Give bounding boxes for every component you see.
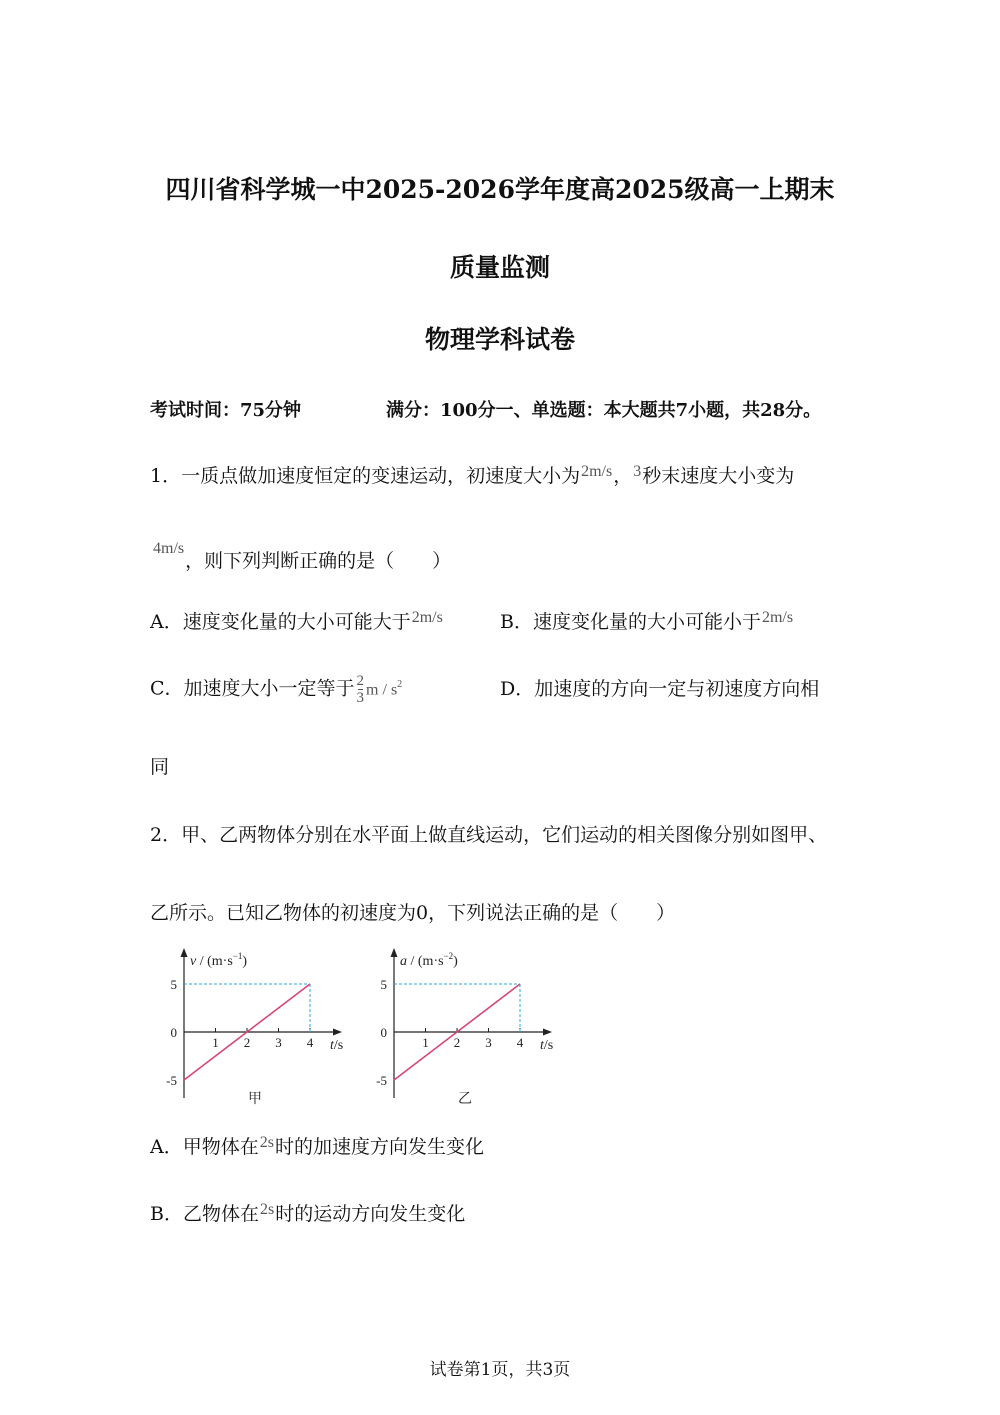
y-axis-label-exp: −2	[443, 951, 454, 961]
q1-option-a-label: A．速度变化量的大小可能大于	[150, 611, 411, 633]
y-axis-label-exp: −1	[232, 951, 243, 961]
q1-text-a: 一质点做加速度恒定的变速运动，初速度大小为	[181, 465, 581, 487]
q1-line2	[152, 540, 451, 573]
q1-v0: 2m/s	[581, 463, 613, 480]
q1-option-c-fraction	[357, 673, 365, 706]
q2-option-b[interactable]	[150, 1199, 465, 1226]
exam-title-line1: 四川省科学城一中2025-2026学年度高2025级高一上期末	[165, 175, 835, 204]
y-axis-label-unit: / (m·s	[407, 954, 444, 969]
q1-comma: ，	[613, 465, 633, 487]
y-axis-arrow	[391, 948, 398, 957]
y-axis-label	[400, 951, 458, 969]
x-axis-arrow	[333, 1029, 342, 1036]
q1-option-b-value: 2m/s	[761, 609, 794, 626]
y-axis-label	[190, 951, 247, 969]
y-tick-label: 5	[170, 977, 177, 992]
x-axis-label	[330, 1038, 343, 1053]
x-tick-label: 4	[516, 1035, 524, 1050]
y-axis-arrow	[181, 948, 188, 957]
x-tick-label: 1	[422, 1035, 429, 1050]
q2-figure	[150, 940, 570, 1120]
q1-option-c[interactable]	[150, 660, 402, 710]
x-axis-label	[540, 1038, 553, 1053]
y-tick-label: 0	[170, 1025, 177, 1040]
q1-t: 3	[633, 463, 642, 480]
q1-v1: 4m/s	[153, 540, 185, 557]
graph-jia	[166, 948, 343, 1107]
x-axis-arrow	[543, 1029, 552, 1036]
q1-number: 1．	[150, 465, 182, 487]
fraction-numerator: 2	[356, 672, 365, 689]
x-axis-label-var: t	[540, 1038, 544, 1053]
exam-title-line2: 质量监测	[449, 253, 550, 282]
fraction-denominator: 3	[356, 689, 365, 706]
x-tick-label: 3	[485, 1035, 492, 1050]
exam-time: 考试时间：75分钟	[150, 400, 302, 421]
q2-option-a-post: 时的加速度方向发生变化	[274, 1136, 484, 1158]
page-footer: 试卷第1页，共3页	[429, 1360, 571, 1380]
x-axis-label-var: t	[330, 1038, 334, 1053]
y-tick-label: -5	[376, 1073, 387, 1088]
q2-option-a[interactable]	[150, 1132, 484, 1159]
x-tick-label: 2	[243, 1035, 251, 1050]
q1-option-c-unit: m / s	[366, 681, 398, 699]
exam-score-section: 满分：100分一、单选题：本大题共7小题，共28分。	[386, 400, 822, 421]
q1-option-d[interactable]: D．加速度的方向一定与初速度方向相	[500, 678, 820, 700]
q1-option-a-value: 2m/s	[411, 609, 443, 626]
q1-option-c-exponent: 2	[397, 679, 403, 690]
q2-option-a-pre: A．甲物体在	[150, 1136, 259, 1158]
q2-option-b-value: 2s	[259, 1201, 275, 1218]
q2-option-b-pre: B．乙物体在	[150, 1203, 259, 1225]
graph-caption: 乙	[458, 1092, 472, 1107]
q1-line1	[150, 461, 794, 488]
x-tick-label: 4	[306, 1035, 314, 1050]
graph-yi	[376, 948, 553, 1107]
y-axis-label-var: v	[190, 954, 197, 969]
x-tick-label: 3	[275, 1035, 282, 1050]
q1-option-b-label: B．速度变化量的大小可能小于	[500, 611, 761, 633]
q1-option-a[interactable]	[150, 607, 444, 634]
q2-line2: 乙所示。已知乙物体的初速度为0，下列说法正确的是（ ）	[150, 902, 676, 924]
q2-option-b-post: 时的运动方向发生变化	[275, 1203, 466, 1225]
x-axis-label-unit: /s	[333, 1038, 344, 1053]
q1-text-b: 秒末速度大小变为	[642, 465, 795, 487]
y-tick-label: -5	[166, 1073, 177, 1088]
y-axis-label-unit: / (m·s	[196, 954, 233, 969]
graph-caption: 甲	[248, 1092, 262, 1107]
y-axis-label-var: a	[400, 954, 407, 969]
q2-option-a-value: 2s	[259, 1134, 274, 1151]
x-tick-label: 2	[453, 1035, 461, 1050]
y-axis-label-close: )	[242, 954, 248, 969]
subject-title: 物理学科试卷	[424, 325, 575, 354]
x-axis-label-unit: /s	[543, 1038, 554, 1053]
q1-option-b[interactable]	[500, 607, 794, 634]
y-tick-label: 5	[380, 977, 387, 992]
q2-line1: 2．甲、乙两物体分别在水平面上做直线运动，它们运动的相关图像分别如图甲、	[150, 824, 828, 846]
y-tick-label: 0	[380, 1025, 387, 1040]
y-axis-label-close: )	[453, 954, 458, 969]
q1-text-c: ，则下列判断正确的是（ ）	[185, 550, 452, 572]
q1-option-c-label: C．加速度大小一定等于	[150, 677, 355, 700]
q1-option-d-continued: 同	[150, 756, 170, 778]
x-tick-label: 1	[212, 1035, 219, 1050]
